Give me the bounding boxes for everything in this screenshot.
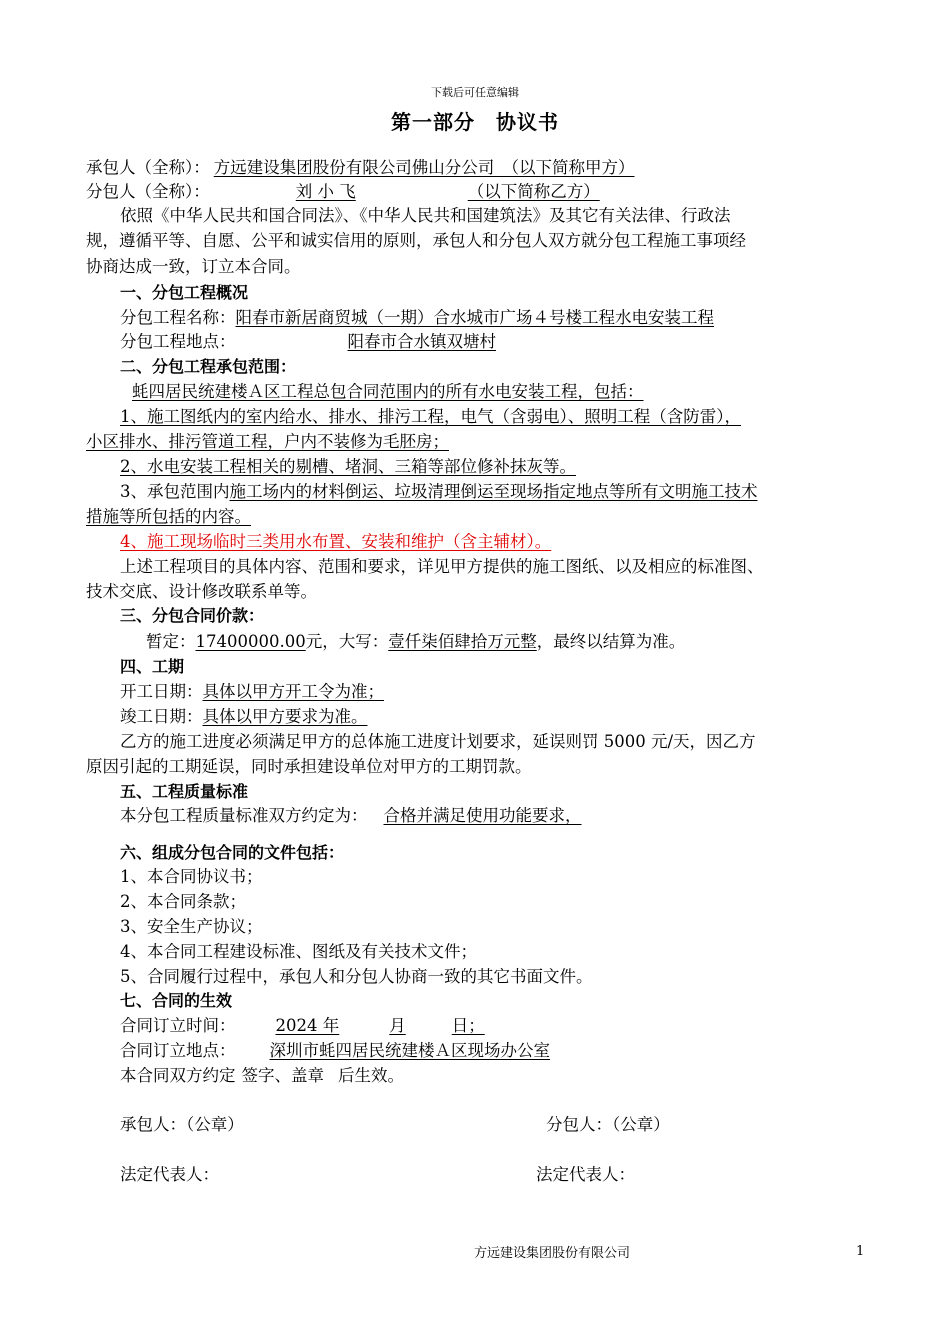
section-2-heading: 二、分包工程承包范围：: [120, 357, 297, 376]
section-6-heading: 六、组成分包合同的文件包括：: [120, 843, 345, 862]
contractor-value: 方远建设集团股份有限公司佛山分公司 （以下简称甲方）: [213, 158, 635, 177]
price-words: 壹仟柒佰肆拾万元整: [388, 632, 537, 651]
sign-place-line: 合同订立地点： 深圳市蚝四居民统建楼Ａ区现场办公室: [120, 1040, 630, 1062]
subcontractor-rep-label: 法定代表人：: [536, 1165, 635, 1184]
subcontractor-seal-label: 分包人：（公章）: [546, 1115, 670, 1134]
section-7-heading: 七、合同的生效: [120, 991, 233, 1010]
contractor-line: [86, 157, 639, 179]
scope-item-1a: 1、施工图纸内的室内给水、排水、排污工程，电气（含弱电）、照明工程（含防雷），: [120, 407, 741, 426]
subcontractor-value: [210, 182, 606, 201]
page-number: 1: [856, 1244, 865, 1259]
contractor-rep-label: 法定代表人：: [120, 1165, 219, 1184]
scope-item-1b: 小区排水、排污管道工程，户内不装修为毛胚房；: [86, 432, 449, 451]
subcontractor-label: 分包人（全称）：: [86, 182, 210, 201]
intro-line-2: 规，遵循平等、自愿、公平和诚实信用的原则，承包人和分包人双方就分包工程施工事项经: [86, 231, 746, 250]
section-5-heading: 五、工程质量标准: [120, 782, 249, 801]
project-name-label: 分包工程名称：: [120, 308, 236, 327]
price-amount: 17400000.00: [195, 632, 306, 651]
subcontractor-name: 刘 小 飞: [295, 182, 356, 201]
price-line: 暂定：17400000.00元，大写：壹仟柒佰肆拾万元整，最终以结算为准。: [146, 632, 686, 651]
page-title: 第一部分 协议书: [391, 110, 559, 134]
penalty-line-1: 乙方的施工进度必须满足甲方的总体施工进度计划要求，延误则罚 5000 元/天，因乙方: [120, 732, 756, 751]
intro-line-1: 依照《中华人民共和国合同法》、《中华人民共和国建筑法》及其它有关法律、行政法: [120, 206, 731, 225]
document-item: 5、合同履行过程中，承包人和分包人协商一致的其它书面文件。: [120, 967, 593, 986]
end-date-line: 竣工日期：具体以甲方要求为准。: [120, 707, 368, 726]
subcontractor-suffix: （以下简称乙方）: [467, 182, 600, 201]
scope-intro: 蚝四居民统建楼Ａ区工程总包合同范围内的所有水电安装工程，包括：: [132, 382, 644, 401]
document-item: 4、本合同工程建设标准、图纸及有关技术文件；: [120, 942, 477, 961]
header-note: 下载后可任意编辑: [431, 86, 519, 99]
scope-item-4: 4、施工现场临时三类用水布置、安装和维护（含主辅材）。: [120, 532, 552, 551]
quality-value: 合格并满足使用功能要求，: [383, 806, 582, 825]
scope-item-3a: 3、承包范围内施工场内的材料倒运、垃圾清理倒运至现场指定地点等所有文明施工技术: [120, 482, 758, 501]
scope-item-3b: 措施等所包括的内容。: [86, 507, 251, 526]
end-date-value: 具体以甲方要求为准。: [202, 707, 368, 726]
contractor-seal-label: 承包人：（公章）: [120, 1115, 244, 1134]
section-1-heading: 一、分包工程概况: [120, 283, 249, 302]
scope-item-2: 2、水电安装工程相关的剔槽、堵洞、三箱等部位修补抹灰等。: [120, 457, 576, 476]
document-item: 2、本合同条款；: [120, 892, 246, 911]
footer-company: 方远建设集团股份有限公司: [474, 1246, 631, 1261]
sign-time-value: 2024 年 月 日；: [275, 1016, 485, 1035]
document-item: 3、安全生产协议；: [120, 917, 263, 936]
contractor-label: 承包人（全称）：: [86, 158, 210, 177]
quality-line: 本分包工程质量标准双方约定为： 合格并满足使用功能要求，: [120, 806, 582, 825]
sign-place-value: 深圳市蚝四居民统建楼Ａ区现场办公室: [269, 1041, 550, 1060]
penalty-line-2: 原因引起的工期延误，同时承担建设单位对甲方的工期罚款。: [86, 757, 532, 776]
project-site-line: [120, 331, 602, 353]
scope-note-1: 上述工程项目的具体内容、范围和要求，详见甲方提供的施工图纸、以及相应的标准图、: [120, 557, 764, 576]
document-item: 1、本合同协议书；: [120, 867, 263, 886]
section-4-heading: 四、工期: [120, 657, 185, 676]
intro-line-3: 协商达成一致，订立本合同。: [86, 257, 301, 276]
effect-line: 本合同双方约定 签字、盖章 后生效。: [120, 1066, 404, 1085]
project-name-line: [120, 307, 714, 329]
project-site-label: 分包工程地点：: [120, 332, 236, 351]
subcontractor-line: [86, 181, 606, 203]
start-date-line: 开工日期：具体以甲方开工令为准；: [120, 682, 384, 701]
section-3-heading: 三、分包合同价款：: [120, 606, 265, 625]
sign-time-line: 合同订立时间： 2024 年 月 日；: [120, 1016, 485, 1035]
start-date-value: 具体以甲方开工令为准；: [202, 682, 384, 701]
project-site-value: 阳春市合水镇双塘村: [347, 332, 496, 351]
scope-note-2: 技术交底、设计修改联系单等。: [86, 582, 317, 601]
project-name-value: 阳春市新居商贸城（一期）合水城市广场４号楼工程水电安装工程: [235, 308, 714, 327]
